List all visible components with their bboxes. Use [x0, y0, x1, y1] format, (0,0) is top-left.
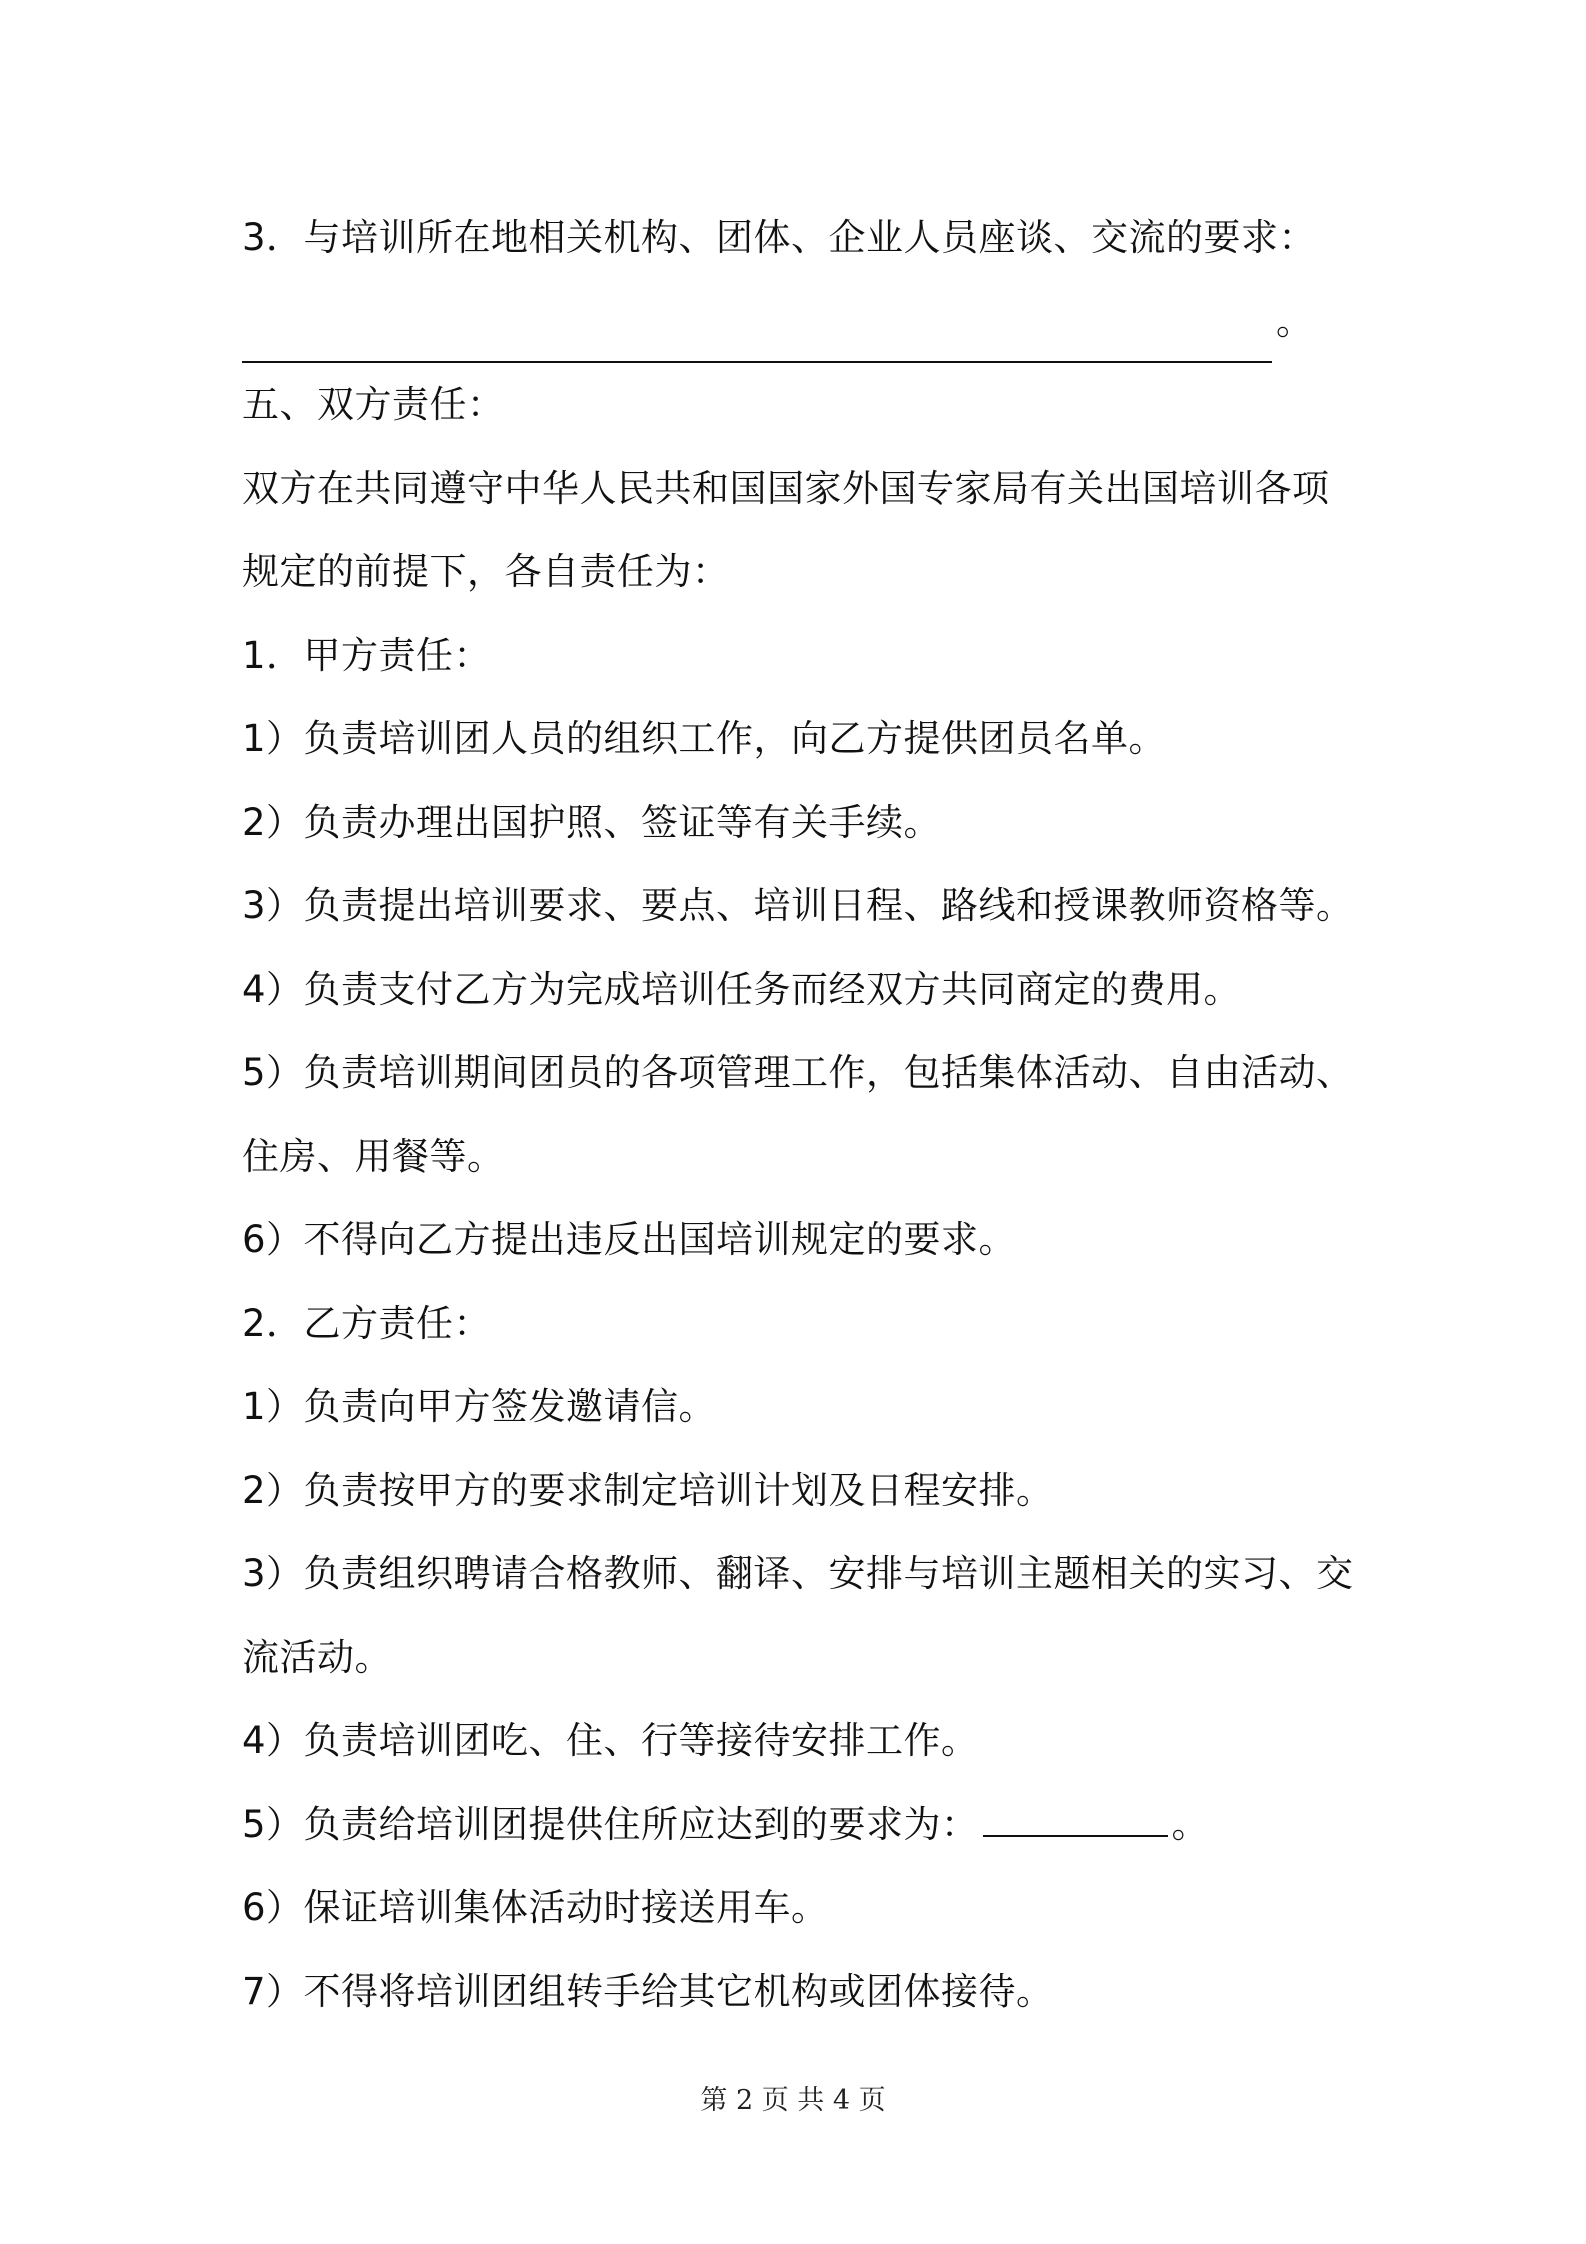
list-item: 3）负责组织聘请合格教师、翻译、安排与培训主题相关的实习、交 — [242, 1552, 1354, 1595]
fill-in-blank[interactable] — [983, 1805, 1168, 1837]
list-item: 7）不得将培训团组转手给其它机构或团体接待。 — [242, 1969, 1054, 2013]
list-item: 4）负责支付乙方为完成培训任务而经双方共同商定的费用。 — [242, 967, 1242, 1011]
list-item: 1）负责培训团人员的组织工作，向乙方提供团员名单。 — [242, 717, 1167, 760]
party-a-heading: 1．甲方责任： — [242, 633, 492, 677]
list-item: 2）负责按甲方的要求制定培训计划及日程安排。 — [242, 1468, 1054, 1512]
blank-line — [242, 280, 1362, 364]
list-item: 流活动。 — [242, 1635, 392, 1679]
list-item: 2）负责办理出国护照、签证等有关手续。 — [242, 800, 942, 844]
paragraph: 规定的前提下，各自责任为： — [242, 550, 730, 593]
party-b-heading: 2．乙方责任： — [242, 1301, 492, 1345]
page-footer: 第 2 页 共 4 页 — [700, 2085, 886, 2116]
list-item: 1）负责向甲方签发邀请信。 — [242, 1385, 717, 1428]
list-item: 6）不得向乙方提出违反出国培训规定的要求。 — [242, 1218, 1017, 1261]
list-item: 住房、用餐等。 — [242, 1134, 505, 1178]
list-item: 3）负责提出培训要求、要点、培训日程、路线和授课教师资格等。 — [242, 884, 1354, 927]
list-item-text: 5）负责给培训团提供住所应达到的要求为： — [242, 1802, 979, 1846]
fill-in-blank[interactable] — [242, 309, 1272, 363]
item-3-requirements: 3．与培训所在地相关机构、团体、企业人员座谈、交流的要求： — [242, 216, 1317, 259]
paragraph: 双方在共同遵守中华人民共和国国家外国专家局有关出国培训各项 — [242, 466, 1330, 510]
list-item: 4）负责培训团吃、住、行等接待安排工作。 — [242, 1719, 979, 1762]
list-item: 6）保证培训集体活动时接送用车。 — [242, 1886, 829, 1929]
period: 。 — [1276, 299, 1314, 343]
section-heading: 五、双方责任： — [242, 383, 505, 426]
period: 。 — [1171, 1802, 1210, 1846]
document-body — [242, 196, 1362, 2033]
list-item: 5）负责培训期间团员的各项管理工作，包括集体活动、自由活动、 — [242, 1051, 1354, 1094]
list-item — [242, 1783, 1362, 1867]
